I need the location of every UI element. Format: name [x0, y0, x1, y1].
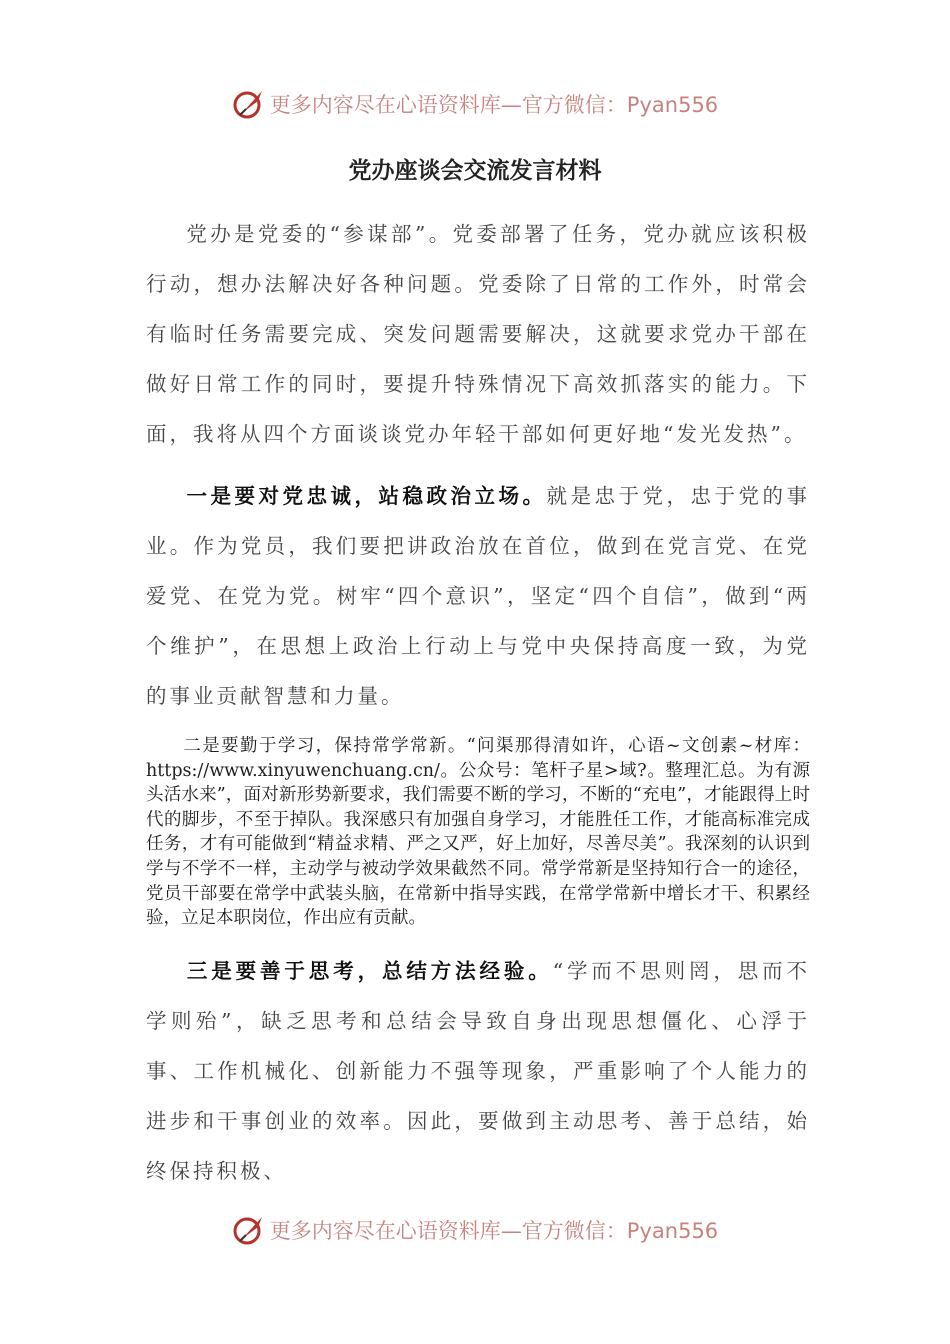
- header-watermark-banner: [0, 82, 950, 126]
- section-3-heading: 三是要善于思考，总结方法经验。: [186, 959, 553, 983]
- quill-logo-icon: [232, 87, 266, 121]
- quill-logo-icon: [232, 1213, 266, 1247]
- document-title: 党办座谈会交流发言材料: [348, 157, 602, 184]
- watermark-text: 更多内容尽在心语资料库—官方微信：Pyan556: [269, 93, 719, 117]
- section-3-paragraph: 三是要善于思考，总结方法经验。“学而不思则罔，思而不学则殆”，缺乏思考和总结会导致自身出现思想僵化、心浮于事、工作机械化、创新能力不强等现象，严重影响了个人能力的进步和干事创业的效率。因此，要做到主动思考、善于总结，始终保持积极、: [146, 959, 811, 1183]
- intro-paragraph: 党办是党委的“参谋部”。党委部署了任务，党办就应该积极行动，想办法解决好各种问题。党委除了日常的工作外，时常会有临时任务需要完成、突发问题需要解决，这就要求党办干部在做好日常工作的同时，要提升特殊情况下高效抓落实的能力。下面，我将从四个方面谈谈党办年轻干部如何更好地“发光发热”。: [146, 222, 810, 446]
- watermark-text: 更多内容尽在心语资料库—官方微信：Pyan556: [269, 1219, 719, 1243]
- section-1-paragraph: 一是要对党忠诚，站稳政治立场。就是忠于党，忠于党的事业。作为党员，我们要把讲政治放在首位，做到在党言党、在党爱党、在党为党。树牢“四个意识”，坚定“四个自信”，做到“两个维护”，在思想上政治上行动上与党中央保持高度一致，为党的事业贡献智慧和力量。: [146, 484, 810, 708]
- footer-watermark-banner: [0, 1208, 950, 1252]
- section-1-heading: 一是要对党忠诚，站稳政治立场。: [186, 484, 547, 508]
- section-2-paragraph: 二是要勤于学习，保持常学常新。“问渠那得清如许，心语~文创素~材库：https://www.xinyuwenchuang.cn/。公众号：笔杆子星>域?。整理汇总。为有源头活水来”，面对新形势新要求，我们需要不断的学习，不断的“充电”，才能跟得上时代的脚步，不至于掉队。我深感只有加强自身学习，才能胜任工作，才能高标准完成任务，才有可能做到“精益求精、严之又严，好上加好，尽善尽美”。我深刻的认识到学与不学不一样，主动学与被动学效果截然不同。常学常新是坚持知行合一的途径，党员干部要在常学中武装头脑，在常新中指导实践，在常学常新中增长才干、积累经验，立足本职岗位，作出应有贡献。: [146, 736, 810, 929]
